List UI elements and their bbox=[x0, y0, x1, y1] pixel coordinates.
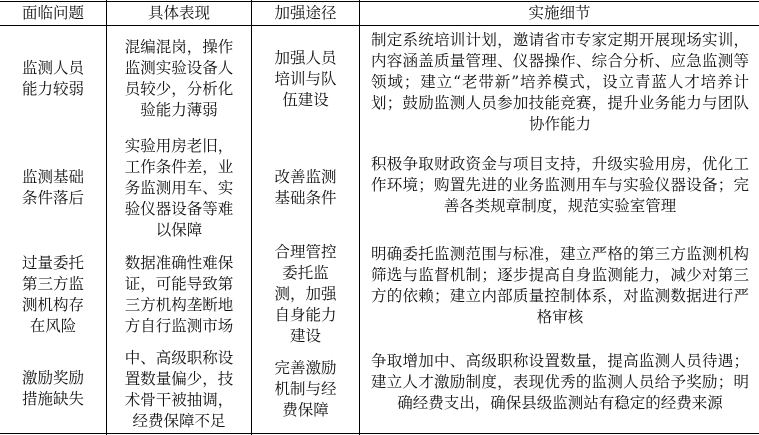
header-manifestation: 具体表现 bbox=[147, 4, 210, 22]
row-3-manifestation: 数据准确性难保 证，可能导致第 三方机构垄断地 方自行监测市场 bbox=[124, 254, 234, 335]
row-2-approach: 改善监测 基础条件 bbox=[274, 168, 337, 207]
header-problem: 面临问题 bbox=[21, 4, 84, 22]
header-details: 实施细节 bbox=[528, 4, 591, 22]
header-bottom-rule bbox=[0, 25, 759, 26]
row-3-details: 明确委托监测范围与标准，建立严格的第三方监测机构筛选与监督机制；逐步提高自身监测能力，减少对第三方的依赖；建立内部质量控制体系，对监测数据进行严格审核 bbox=[371, 245, 749, 326]
header-approach: 加强途径 bbox=[274, 4, 337, 22]
row-4-problem: 激励奖励 措施缺失 bbox=[21, 369, 84, 408]
row-3-approach: 合理管控 委托监 测，加强 自身能力 建设 bbox=[274, 242, 337, 345]
row-2-problem: 监测基础 条件落后 bbox=[21, 168, 84, 207]
row-1-details: 制定系统培训计划，邀请省市专家定期开展现场实训，内容涵盖质量管理、仪器操作、综合分析、应急监测等领域；建立“老带新”培养模式，设立青蓝人才培养计划；鼓励监测人员参加技能竞赛，提升业务能力与团队协作能力 bbox=[371, 30, 749, 133]
row-4-approach: 完善激励 机制与经 费保障 bbox=[274, 358, 337, 419]
row-1-manifestation: 混编混岗，操作 监测实验设备人 员较少，分析化 验能力薄弱 bbox=[124, 38, 234, 119]
column-divider bbox=[359, 0, 360, 435]
row-1-problem: 监测人员 能力较弱 bbox=[21, 59, 84, 98]
row-3-problem: 过量委托 第三方监 测机构存 在风险 bbox=[21, 254, 84, 335]
row-1-approach: 加强人员 培训与队 伍建设 bbox=[274, 48, 337, 109]
row-2-details: 积极争取财政资金与项目支持，升级实验用房，优化工作环境；购置先进的业务监测用车与实验仪器设备；完善各类规章制度，规范实验室管理 bbox=[371, 154, 749, 215]
row-2-manifestation: 实验用房老旧， 工作条件差，业 务监测用车、实 验仪器设备等难 以保障 bbox=[124, 136, 234, 239]
row-4-manifestation: 中、高级职称设 置数量偏少，技 术骨干被抽调， 经费保障不足 bbox=[124, 349, 234, 430]
table-bottom-rule bbox=[0, 433, 759, 434]
row-4-details: 争取增加中、高级职称设置数量，提高监测人员待遇；建立人才激励制度，表现优秀的监测人员给予奖励；明确经费支出，确保县级监测站有稳定的经费来源 bbox=[371, 351, 749, 412]
